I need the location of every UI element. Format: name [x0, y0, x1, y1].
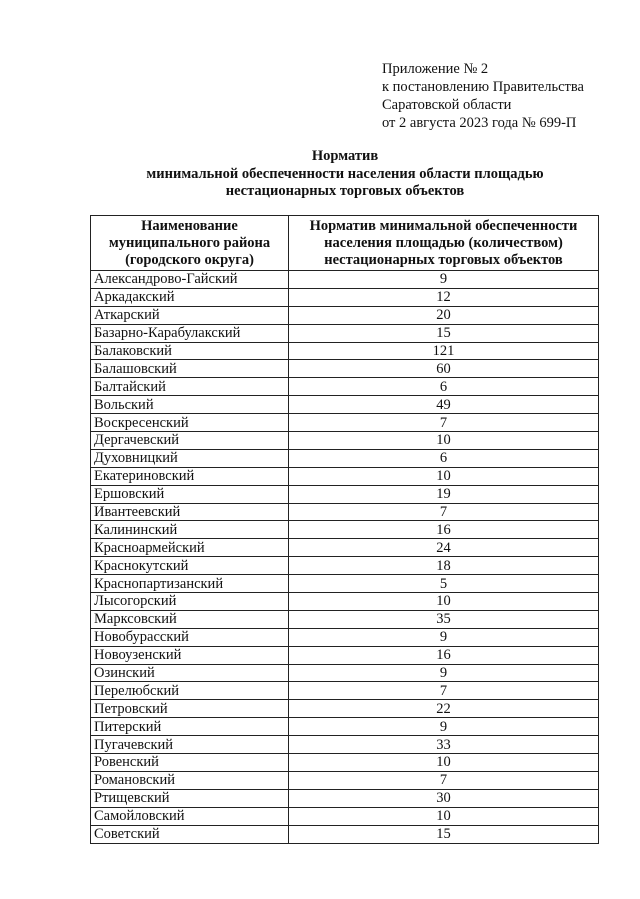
- table-row: [91, 718, 599, 736]
- norm-value-cell: 33: [289, 736, 599, 754]
- table-row: [91, 360, 599, 378]
- table-body: [91, 271, 599, 844]
- title-line: нестационарных торговых объектов: [225, 183, 465, 199]
- table-row: [91, 771, 599, 789]
- table-row: [91, 414, 599, 432]
- table-row: [91, 539, 599, 557]
- district-name-cell: Ртищевский: [91, 789, 289, 807]
- norm-value-cell: 9: [289, 718, 599, 736]
- district-name-cell: Новоузенский: [91, 646, 289, 664]
- norm-value-cell: 24: [289, 539, 599, 557]
- district-name-cell: Аткарский: [91, 306, 289, 324]
- norm-value-cell: 121: [289, 342, 599, 360]
- norm-value-cell: 19: [289, 485, 599, 503]
- table-row: [91, 485, 599, 503]
- table-row: [91, 342, 599, 360]
- appendix-line: Приложение № 2: [382, 61, 489, 77]
- table-row: [91, 521, 599, 539]
- table-row: [91, 807, 599, 825]
- table-row: [91, 396, 599, 414]
- norm-value-cell: 7: [289, 682, 599, 700]
- table-row: [91, 449, 599, 467]
- district-name-cell: Екатериновский: [91, 467, 289, 485]
- norm-value-cell: 10: [289, 432, 599, 450]
- norm-value-cell: 7: [289, 414, 599, 432]
- district-name-cell: Пугачевский: [91, 736, 289, 754]
- district-name-cell: Ершовский: [91, 485, 289, 503]
- district-name-cell: Базарно-Карабулакский: [91, 324, 289, 342]
- norm-value-cell: 15: [289, 324, 599, 342]
- appendix-block: [382, 60, 632, 132]
- norm-value-cell: 5: [289, 575, 599, 593]
- table-row: [91, 664, 599, 682]
- norm-value-cell: 16: [289, 521, 599, 539]
- district-name-cell: Петровский: [91, 700, 289, 718]
- district-name-cell: Балаковский: [91, 342, 289, 360]
- appendix-line: от 2 августа 2023 года № 699-П: [382, 115, 577, 131]
- norm-value-cell: 9: [289, 271, 599, 289]
- district-name-cell: Дергачевский: [91, 432, 289, 450]
- document-title: [90, 148, 600, 201]
- norm-value-cell: 12: [289, 288, 599, 306]
- district-name-cell: Калининский: [91, 521, 289, 539]
- table-row: [91, 646, 599, 664]
- table-row: [91, 789, 599, 807]
- norm-value-cell: 9: [289, 628, 599, 646]
- norm-value-cell: 22: [289, 700, 599, 718]
- table-row: [91, 432, 599, 450]
- table-row: [91, 610, 599, 628]
- norm-value-cell: 10: [289, 593, 599, 611]
- norm-value-cell: 7: [289, 503, 599, 521]
- table-row: [91, 825, 599, 843]
- norm-value-cell: 20: [289, 306, 599, 324]
- district-name-cell: Романовский: [91, 771, 289, 789]
- table-row: [91, 467, 599, 485]
- table-row: [91, 271, 599, 289]
- norm-value-cell: 6: [289, 449, 599, 467]
- header-norm-value: Норматив минимальной обеспеченности населения площадью (количеством) нестационарных торговых объектов: [289, 216, 599, 271]
- district-name-cell: Новобурасский: [91, 628, 289, 646]
- table-row: [91, 575, 599, 593]
- norm-value-cell: 10: [289, 754, 599, 772]
- district-name-cell: Ровенский: [91, 754, 289, 772]
- table-row: [91, 700, 599, 718]
- appendix-line: к постановлению Правительства: [382, 79, 584, 95]
- district-name-cell: Краснокутский: [91, 557, 289, 575]
- district-name-cell: Духовницкий: [91, 449, 289, 467]
- district-name-cell: Перелюбский: [91, 682, 289, 700]
- norm-value-cell: 18: [289, 557, 599, 575]
- norm-value-cell: 49: [289, 396, 599, 414]
- district-name-cell: Балтайский: [91, 378, 289, 396]
- norm-value-cell: 16: [289, 646, 599, 664]
- table-row: [91, 593, 599, 611]
- table-row: [91, 306, 599, 324]
- district-name-cell: Озинский: [91, 664, 289, 682]
- district-name-cell: Питерский: [91, 718, 289, 736]
- table-row: [91, 736, 599, 754]
- district-name-cell: Вольский: [91, 396, 289, 414]
- table-row: [91, 754, 599, 772]
- district-name-cell: Красноармейский: [91, 539, 289, 557]
- district-name-cell: Самойловский: [91, 807, 289, 825]
- district-name-cell: Краснопартизанский: [91, 575, 289, 593]
- norm-value-cell: 15: [289, 825, 599, 843]
- appendix-line: Саратовской области: [382, 97, 512, 113]
- district-name-cell: Аркадакский: [91, 288, 289, 306]
- district-name-cell: Александрово-Гайский: [91, 271, 289, 289]
- district-name-cell: Лысогорский: [91, 593, 289, 611]
- district-name-cell: Ивантеевский: [91, 503, 289, 521]
- table-row: [91, 503, 599, 521]
- table-row: [91, 324, 599, 342]
- table-row: [91, 628, 599, 646]
- table-row: [91, 378, 599, 396]
- norm-value-cell: 10: [289, 807, 599, 825]
- header-district-name: Наименование муниципального района (городского округа): [91, 216, 289, 271]
- norm-value-cell: 7: [289, 771, 599, 789]
- norm-value-cell: 6: [289, 378, 599, 396]
- norm-value-cell: 35: [289, 610, 599, 628]
- norm-value-cell: 30: [289, 789, 599, 807]
- district-name-cell: Советский: [91, 825, 289, 843]
- norm-value-cell: 9: [289, 664, 599, 682]
- district-name-cell: Воскресенский: [91, 414, 289, 432]
- district-name-cell: Марксовский: [91, 610, 289, 628]
- norms-table: [90, 215, 599, 844]
- norm-value-cell: 60: [289, 360, 599, 378]
- district-name-cell: Балашовский: [91, 360, 289, 378]
- table-row: [91, 288, 599, 306]
- table-row: [91, 682, 599, 700]
- norm-value-cell: 10: [289, 467, 599, 485]
- title-line: минимальной обеспеченности населения области площадью: [146, 165, 544, 182]
- table-row: [91, 557, 599, 575]
- table-header-row: [91, 216, 599, 271]
- title-line: Норматив: [311, 148, 379, 164]
